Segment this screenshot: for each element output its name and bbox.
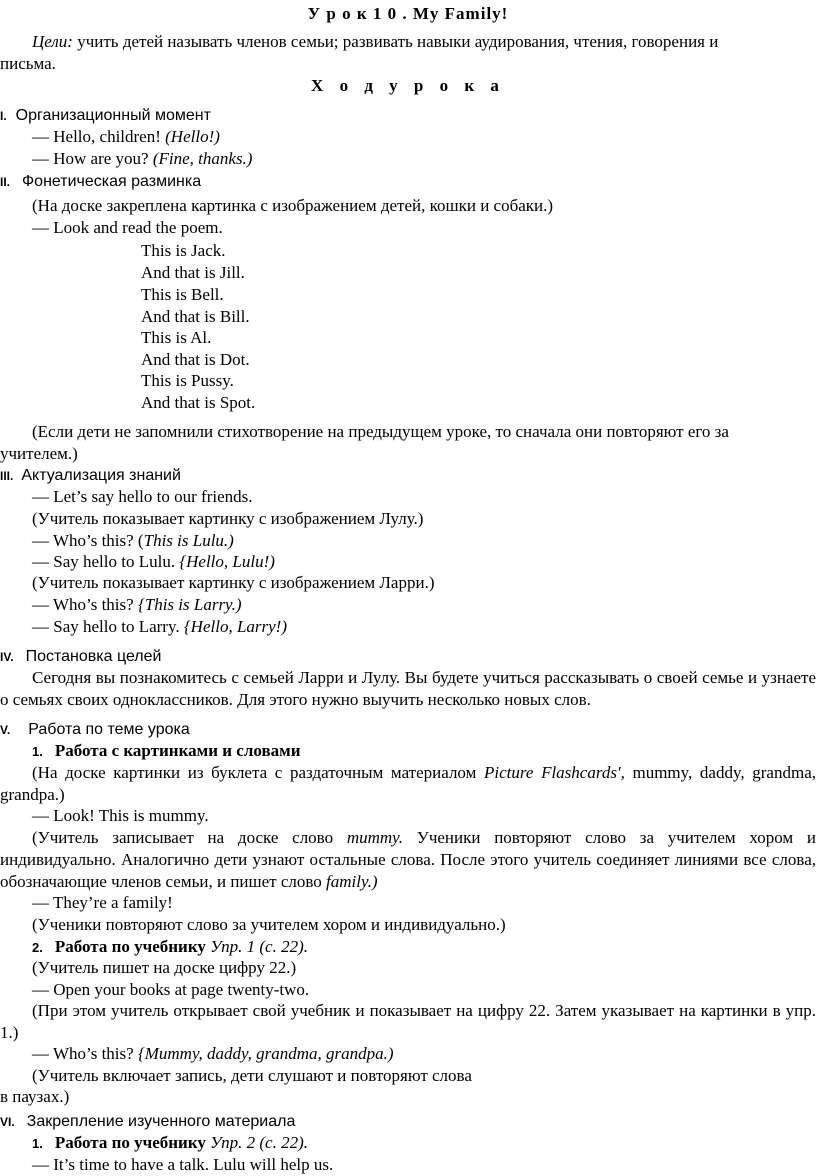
section-6-number: VI. — [0, 1115, 15, 1129]
greeting-line — [32, 126, 220, 148]
board-note: (На доске закреплена картинка с изображением детей, кошки и собаки.) — [32, 196, 554, 215]
section-4-number: IV. — [0, 650, 14, 664]
flashcards-text: (На доске картинки из буклета с раздаточным материалом — [32, 763, 485, 782]
subsection-6-1-heading — [32, 1132, 308, 1155]
section-1-number: I. — [0, 109, 7, 123]
lulu-picture-note: (Учитель показывает картинку с изображением Лулу.) — [32, 509, 424, 528]
repeat-note: (Ученики повторяют слово за учителем хором и индивидуально.) — [32, 915, 506, 934]
poem-note-line-1: (Если дети не запомнили стихотворение на предыдущем уроке, то сначала они повторяют его за — [32, 422, 729, 441]
flashcards-paragraph — [0, 762, 816, 806]
section-2-heading — [0, 170, 201, 193]
hello-lulu-answer: {Hello, Lulu!) — [179, 552, 275, 571]
subsection-6-1-number: 1. — [32, 1136, 43, 1151]
hello-larry-prompt: — Say hello to Larry. — [32, 617, 184, 636]
section-3-title: Актуализация знаний — [21, 467, 181, 484]
section-4-heading — [0, 645, 161, 668]
lesson-title: У р о к 1 0 . My Family! — [307, 4, 509, 23]
talk-line: — It’s time to have a talk. Lulu will help us. — [32, 1155, 334, 1174]
open-books-line: — Open your books at page twenty-two. — [32, 980, 310, 999]
section-2-title: Фонетическая разминка — [22, 173, 202, 190]
who-lulu-answer: This is Lulu.) — [143, 531, 234, 550]
who-family-answer: {Mummy, daddy, grandma, grandpa.) — [137, 1044, 394, 1063]
section-5-heading — [0, 718, 190, 741]
goals-text: учить детей называть членов семьи; развивать навыки аудирования, чтения, говорения и — [72, 32, 719, 51]
section-3-number: III. — [0, 469, 14, 483]
section-4-title: Постановка целей — [25, 648, 162, 665]
how-are-you-teacher: — How are you? — [32, 149, 153, 168]
greeting-teacher: — Hello, children! — [32, 127, 166, 146]
who-family-line — [32, 1043, 394, 1065]
subsection-5-2-heading — [32, 936, 308, 959]
section-2-number: II. — [0, 175, 11, 189]
lesson-heading: Х о д у р о к а — [311, 76, 505, 95]
flashcards-name: Picture Flashcards', — [484, 763, 625, 782]
hello-larry-line — [32, 616, 287, 638]
subsection-6-1-title: Работа по учебнику — [54, 1133, 206, 1152]
how-are-you-answer: (Fine, thanks.) — [152, 149, 253, 168]
subsection-5-1-title: Работа с картинками и словами — [54, 741, 301, 760]
goals-line — [32, 31, 718, 53]
mummy-paragraph — [0, 827, 816, 893]
poem-note-line-2: учителем.) — [0, 444, 78, 463]
subsection-6-1-reference: Упр. 2 (с. 22). — [205, 1133, 309, 1152]
textbook-paragraph: (При этом учитель открывает свой учебник и показывает на цифру 22. Затем указывает на картинки в упр. 1.) — [0, 1001, 816, 1042]
look-mummy-line: — Look! This is mummy. — [32, 806, 209, 825]
goals-label: Цели: — [32, 32, 73, 51]
section-6-title: Закрепление изученного материала — [26, 1113, 296, 1130]
who-lulu-question: — Who’s this? ( — [32, 531, 144, 550]
subsection-5-2-number: 2. — [32, 940, 43, 955]
subsection-5-2-reference: Упр. 1 (с. 22). — [205, 937, 309, 956]
subsection-5-2-title: Работа по учебнику — [54, 937, 206, 956]
section-1-heading — [0, 104, 211, 127]
who-larry-line — [32, 594, 242, 616]
who-larry-answer: {This is Larry.) — [137, 595, 242, 614]
hello-lulu-prompt: — Say hello to Lulu. — [32, 552, 180, 571]
poem-line: And that is Bill. — [141, 307, 250, 326]
who-larry-question: — Who’s this? — [32, 595, 138, 614]
section-5-title: Работа по теме урока — [28, 721, 190, 738]
family-line: — They’re a family! — [32, 893, 173, 912]
mummy-text-2: Ученики повторяют слово за учителем хором и индивидуально. Аналогично дети узнают остальные слова. После этого учитель соединяет линиями все слова, обозначающие членов семьи, и пишет слово — [0, 828, 816, 891]
subsection-5-1-heading — [32, 740, 301, 763]
greeting-answer: (Hello!) — [165, 127, 220, 146]
recording-note-1: (Учитель включает запись, дети слушают и повторяют слова — [32, 1066, 472, 1085]
how-are-you-line — [32, 148, 252, 170]
hello-larry-answer: {Hello, Larry!) — [183, 617, 287, 636]
mummy-text-1: (Учитель записывает на доске слово — [32, 828, 347, 847]
poem-line: And that is Jill. — [141, 263, 245, 282]
poem-line: This is Pussy. — [141, 371, 234, 390]
larry-picture-note: (Учитель показывает картинку с изображением Ларри.) — [32, 573, 435, 592]
poem-line: This is Bell. — [141, 285, 224, 304]
look-read-line: — Look and read the poem. — [32, 218, 223, 237]
flashcards-words: mummy, daddy, grandma, grandpa.) — [0, 763, 816, 804]
who-family-question: — Who’s this? — [32, 1044, 138, 1063]
say-hello-line: — Let’s say hello to our friends. — [32, 487, 253, 506]
recording-note-2: в паузах.) — [0, 1087, 70, 1106]
who-lulu-line — [32, 530, 234, 552]
poem-line: This is Jack. — [141, 241, 226, 260]
subsection-5-1-number: 1. — [32, 744, 43, 759]
section-6-heading — [0, 1110, 295, 1133]
poem-line: And that is Spot. — [141, 393, 256, 412]
goals-paragraph: Сегодня вы познакомитесь с семьей Ларри и Лулу. Вы будете учиться рассказывать о своей семье и узнаете о семьях своих одноклассников. Для этого нужно выучить несколько новых слов. — [0, 668, 816, 709]
hello-lulu-line — [32, 551, 275, 573]
poem-line: And that is Dot. — [141, 350, 250, 369]
goals-line-2: письма. — [0, 54, 56, 73]
section-3-heading — [0, 464, 181, 487]
writes-number-note: (Учитель пишет на доске цифру 22.) — [32, 958, 297, 977]
section-5-number: V. — [0, 723, 11, 737]
mummy-word: mummy. — [346, 828, 404, 847]
family-word: family.) — [326, 872, 378, 891]
poem-line: This is Al. — [141, 328, 212, 347]
section-1-title: Организационный момент — [15, 107, 211, 124]
